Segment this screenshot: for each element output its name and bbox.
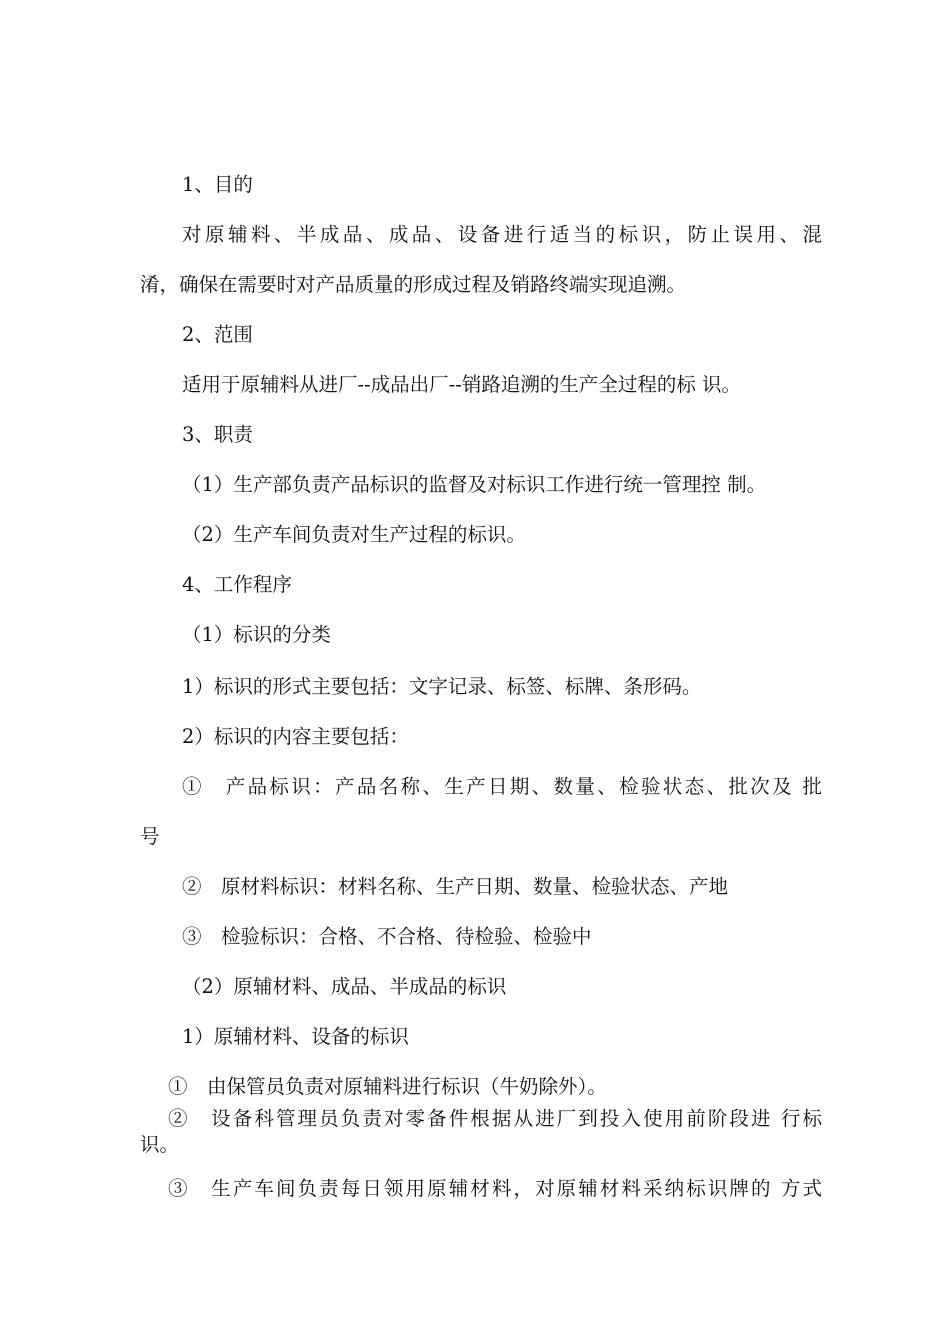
identification-item-3-line-1: ③ 生产车间负责每日领用原辅材料，对原辅材料采纳标识牌的 方式 <box>168 1177 822 1200</box>
scope-text: 适用于原辅料从进厂--成品出厂--销路追溯的生产全过程的标 识。 <box>182 373 742 396</box>
subheading-classification: （1）标识的分类 <box>182 623 331 646</box>
heading-procedure: 4、工作程序 <box>182 573 292 596</box>
product-label-line-1: ① 产品标识：产品名称、生产日期、数量、检验状态、批次及 批 <box>182 775 822 798</box>
identification-item-2-line-1: ② 设备科管理员负责对零备件根据从进厂到投入使用前阶段进 行标 <box>168 1107 822 1130</box>
subheading-material-identification: （2）原辅材料、成品、半成品的标识 <box>182 975 507 998</box>
material-equipment-identification: 1）原辅材料、设备的标识 <box>182 1025 409 1048</box>
classification-item-2: 2）标识的内容主要包括： <box>182 725 409 748</box>
identification-item-1: ① 由保管员负责对原辅料进行标识（牛奶除外）。 <box>168 1075 607 1098</box>
inspection-label: ③ 检验标识：合格、不合格、待检验、检验中 <box>182 925 592 948</box>
purpose-text-line-1: 对原辅料、半成品、成品、设备进行适当的标识，防止误用、混 <box>182 223 822 246</box>
heading-responsibilities: 3、职责 <box>182 423 253 446</box>
identification-item-2-line-2: 识。 <box>140 1133 180 1156</box>
responsibility-item-1: （1）生产部负责产品标识的监督及对标识工作进行统一管理控 制。 <box>182 473 767 496</box>
heading-purpose: 1、目的 <box>182 173 253 196</box>
responsibility-item-2: （2）生产车间负责对生产过程的标识。 <box>182 523 526 546</box>
material-label: ② 原材料标识：材料名称、生产日期、数量、检验状态、产地 <box>182 875 729 898</box>
purpose-text-line-2: 淆，确保在需要时对产品质量的形成过程及销路终端实现追溯。 <box>140 273 687 296</box>
product-label-line-2: 号 <box>140 825 160 848</box>
classification-item-1: 1）标识的形式主要包括：文字记录、标签、标牌、条形码。 <box>182 675 702 698</box>
heading-scope: 2、范围 <box>182 323 253 346</box>
